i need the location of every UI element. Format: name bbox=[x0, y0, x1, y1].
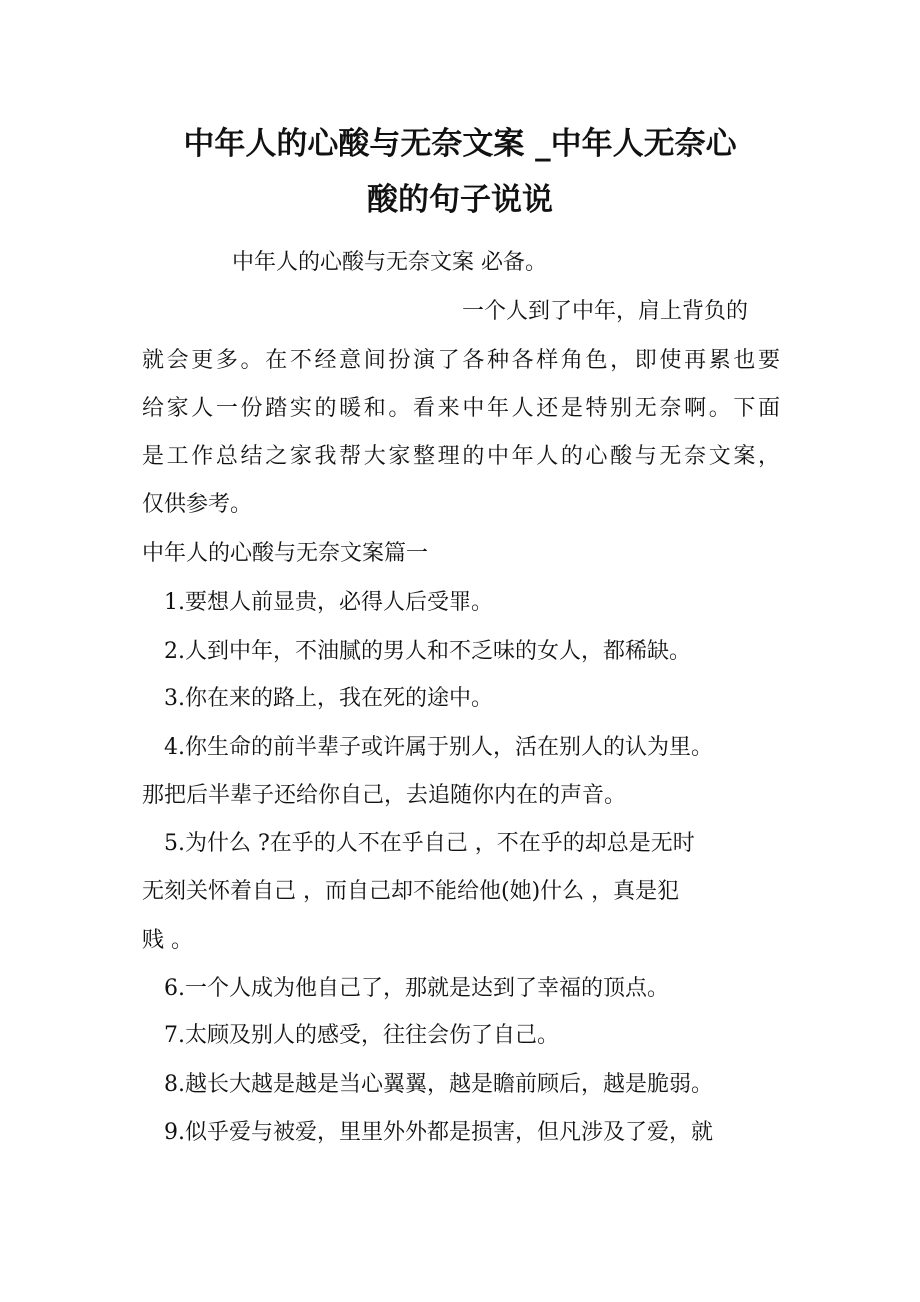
list-item: 1.要想人前显贵，必得人后受罪。 bbox=[164, 590, 493, 615]
list-item-continuation: 那把后半辈子还给你自己，去追随你内在的声音。 bbox=[142, 783, 627, 808]
list-item: 3.你在来的路上，我在死的途中。 bbox=[164, 686, 493, 711]
list-item: 7.太顾及别人的感受，往往会伤了自己。 bbox=[164, 1023, 559, 1048]
section-heading: 中年人的心酸与无奈文案篇一 bbox=[142, 541, 429, 566]
intro-line: 中年人的心酸与无奈文案 必备。 bbox=[232, 250, 547, 275]
paragraph-line: 给家人一份踏实的暖和。看来中年人还是特别无奈啊。下面 bbox=[142, 396, 780, 421]
list-item: 2.人到中年，不油腻的男人和不乏味的女人，都稀缺。 bbox=[164, 639, 691, 664]
list-item-continuation: 贱 。 bbox=[142, 928, 193, 953]
document-title-line-2: 酸的句子说说 bbox=[367, 182, 553, 218]
list-item: 8.越长大越是越是当心翼翼，越是瞻前顾后，越是脆弱。 bbox=[164, 1072, 713, 1097]
paragraph-line: 就会更多。在不经意间扮演了各种各样角色，即使再累也要 bbox=[142, 348, 780, 373]
document-title-line-1: 中年人的心酸与无奈文案 _中年人无奈心 bbox=[183, 126, 737, 162]
paragraph-line: 是工作总结之家我帮大家整理的中年人的心酸与无奈文案， bbox=[142, 444, 780, 469]
list-item: 5.为什么 ?在乎的人不在乎自己 ，不在乎的却总是无时 bbox=[164, 831, 695, 856]
paragraph-line: 仅供参考。 bbox=[142, 492, 253, 517]
paragraph-line: 一个人到了中年，肩上背负的 bbox=[462, 299, 749, 324]
list-item: 9.似乎爱与被爱，里里外外都是损害，但凡涉及了爱，就 bbox=[164, 1120, 713, 1145]
list-item: 6.一个人成为他自己了，那就是达到了幸福的顶点。 bbox=[164, 976, 669, 1001]
list-item-continuation: 无刻关怀着自己 ，而自己却不能给他(她)什么 ，真是犯 bbox=[142, 879, 680, 904]
list-item: 4.你生命的前半辈子或许属于别人，活在别人的认为里。 bbox=[164, 735, 713, 760]
